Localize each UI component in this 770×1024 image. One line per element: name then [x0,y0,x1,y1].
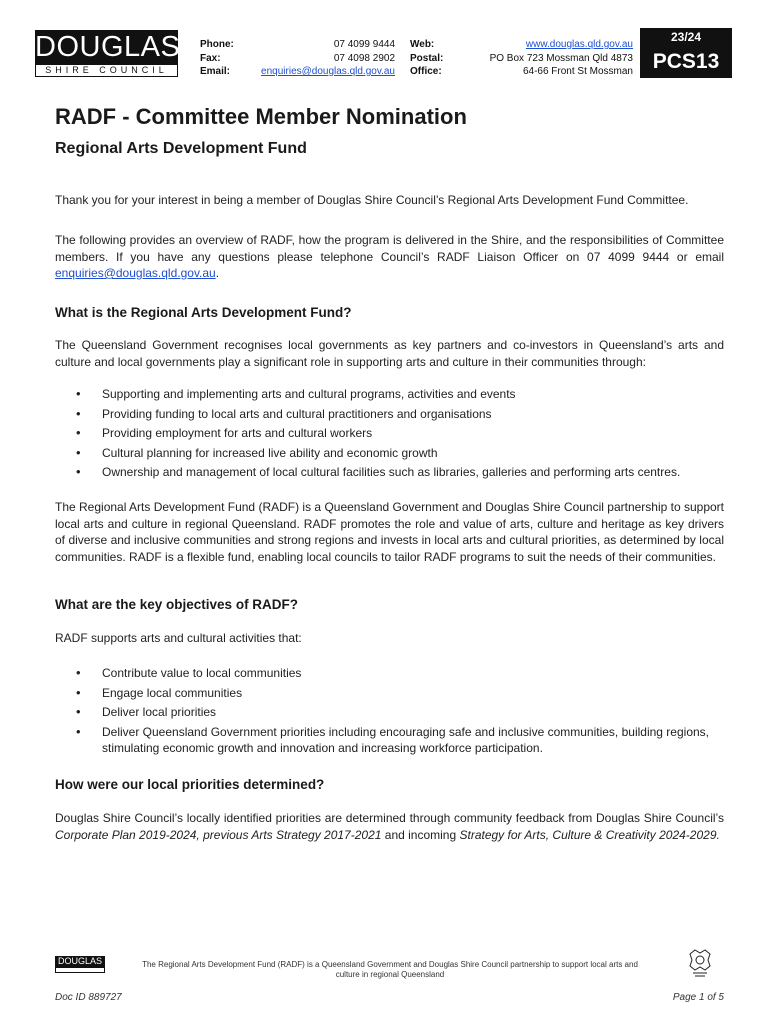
queensland-crest-icon [686,948,714,978]
badge-year: 23/24 [670,30,702,44]
section2-paragraph: RADF supports arts and cultural activities that: [55,631,302,645]
list-item: • Cultural planning for increased live ability and economic growth [55,445,724,462]
footer-logo [55,956,105,972]
office-label: Office: [410,66,442,77]
section2-heading: What are the key objectives of RADF? [55,597,299,612]
contact-labels-left [200,38,234,79]
list-item: • Deliver Queensland Government priorities including encouraging safe and inclusive communities, building regions, stimulating economic growth and innovation and increasing workforce participation. [55,724,724,757]
list-item: • Engage local communities [55,685,724,702]
email-link[interactable]: enquiries@douglas.qld.gov.au [261,66,395,77]
phone-label: Phone: [200,39,234,50]
footer-logo-bar [55,967,105,973]
section2-bullet-list [55,665,724,760]
section1-paragraph-1: The Queensland Government recognises local governments as key partners and co-investors in Queensland’s arts and culture and local governments play a significant role in supporting arts and culture in their communities through: [55,338,724,369]
intro-p2-end: . [215,266,220,280]
list-item: • Contribute value to local communities [55,665,724,682]
logo-sub-text: SHIRE COUNCIL [35,64,178,77]
office-value: 64-66 Front St Mossman [522,66,633,77]
doc-id-value: 889727 [88,992,122,1003]
list-item: • Ownership and management of local cultural facilities such as libraries, galleries and performing arts centres. [55,464,724,481]
web-link[interactable]: www.douglas.qld.gov.au [525,39,633,50]
doc-id [55,992,122,1003]
phone-value: 07 4099 9444 [333,39,395,50]
email-label: Email: [200,66,231,77]
section3-italic-1: Corporate Plan 2019-2024, previous Arts Strategy 2017-2021 [55,827,382,842]
fax-value: 07 4098 2902 [333,52,395,64]
intro-p2-text: The following provides an overview of RADF, how the program is delivered in the Shire, and the responsibilities of Committee members. If you have any questions please telephone Council’s RADF Liaison Officer on 07 4099 9444 or email [55,233,724,264]
form-code-badge [640,28,732,78]
list-item: • Supporting and implementing arts and cultural programs, activities and events [55,386,724,403]
logo-main-text: DOUGLAS [35,31,181,63]
footer-logo-text: DOUGLAS [55,956,105,967]
douglas-shire-logo [35,30,181,76]
contact-labels-right [410,38,443,79]
postal-label: Postal: [410,52,444,64]
section3-heading: How were our local priorities determined? [55,777,325,792]
web-label: Web: [410,39,435,50]
section3-paragraph [55,810,724,843]
section1-bullet-list [55,386,724,484]
intro-paragraph-1: Thank you for your interest in being a member of Douglas Shire Council’s Regional Arts Development Fund Committee. [55,193,689,207]
footer-text: The Regional Arts Development Fund (RADF) is a Queensland Government and Douglas Shire Council partnership to support local arts and culture in regional Queensland [142,960,638,979]
fax-label: Fax: [200,52,221,64]
section1-heading: What is the Regional Arts Development Fund? [55,305,352,320]
page-subtitle: Regional Arts Development Fund [55,140,307,157]
doc-id-label: Doc ID [55,992,86,1003]
page-title: RADF - Committee Member Nomination [55,104,467,129]
list-item: • Providing employment for arts and cultural workers [55,425,724,442]
section1-paragraph-2: The Regional Arts Development Fund (RADF) is a Queensland Government and Douglas Shire Council partnership to support local arts and culture in regional Queensland. RADF promotes the role and value of arts, culture and heritage as key drivers of diverse and inclusive communities and strong regions and invests in local arts and cultural priorities, as determined by local communities. RADF is a flexible fund, enabling local councils to tailor RADF programs to suit the needs of their communities. [55,500,725,564]
section3-italic-2: Strategy for Arts, Culture & Creativity 2024-2029. [459,827,720,842]
section3-text-start: Douglas Shire Council’s locally identified priorities are determined through community feedback from Douglas Shire Council’s [55,811,724,825]
intro-paragraph-2 [55,232,724,282]
section3-text-mid: and incoming [381,827,460,842]
list-item: • Providing funding to local arts and cultural practitioners and organisations [55,406,724,423]
intro-email-link[interactable]: enquiries@douglas.qld.gov.au [55,266,216,280]
contact-values-right [455,38,633,79]
contact-values-left [240,38,395,79]
page-number: Page 1 of 5 [672,992,724,1003]
list-item: • Deliver local priorities [55,704,724,721]
postal-value: PO Box 723 Mossman Qld 4873 [489,52,633,64]
badge-code: PCS13 [652,50,720,73]
